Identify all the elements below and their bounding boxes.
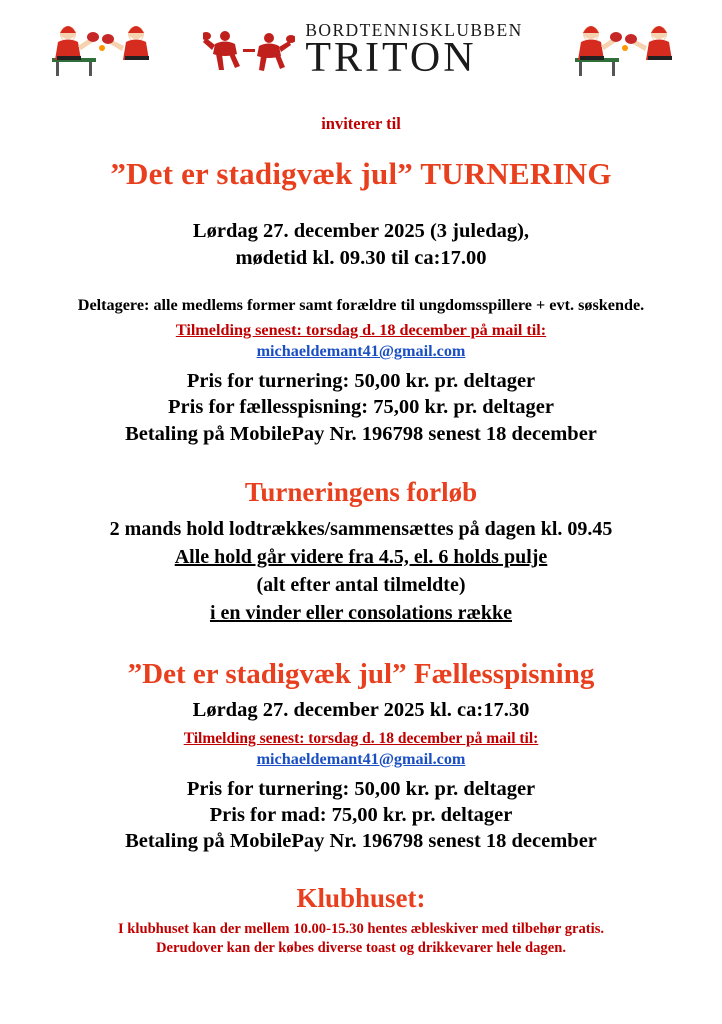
poster-content	[0, 114, 722, 959]
email-link[interactable]: michaeldemant41@gmail.com	[256, 342, 466, 361]
email-link-2[interactable]: michaeldemant41@gmail.com	[256, 749, 466, 768]
santa-playing-table-tennis-icon-right	[567, 18, 682, 80]
club-logo	[159, 22, 567, 79]
payment-info-2: Betaling på MobilePay Nr. 196798 senest 18 december	[125, 830, 597, 853]
payment-info: Betaling på MobilePay Nr. 196798 senest 18 december	[125, 422, 597, 445]
forloeb-line-2: Alle hold går videre fra 4.5, el. 6 holds pulje	[174, 545, 548, 568]
klubhuset-note-2: Derudover kan der købes diverse toast og drikkevarer hele dagen.	[156, 940, 566, 957]
klubhuset-note-1: I klubhuset kan der mellem 10.00-15.30 hentes æbleskiver med tilbehør gratis.	[117, 920, 605, 937]
price-food: Pris for mad: 75,00 kr. pr. deltager	[209, 804, 513, 827]
price-dinner: Pris for fællesspisning: 75,00 kr. pr. deltager	[168, 396, 554, 419]
dinner-date-line: Lørdag 27. december 2025 kl. ca:17.30	[192, 698, 530, 721]
invitation-label: inviterer til	[321, 114, 401, 133]
price-tournament-2: Pris for turnering: 50,00 kr. pr. deltager	[186, 777, 536, 800]
section-heading-forloeb: Turneringens forløb	[244, 476, 478, 507]
section-heading-klubhuset: Klubhuset:	[296, 882, 426, 913]
forloeb-line-3: (alt efter antal tilmeldte)	[256, 573, 466, 596]
participants-text: Deltagere: alle medlems former samt forældre til ungdomsspillere + evt. søskende.	[77, 296, 645, 315]
club-name: TRITON	[305, 34, 477, 81]
forloeb-line-4: i en vinder eller consolations række	[209, 601, 513, 624]
page-title: ”Det er stadigvæk jul” TURNERING	[110, 156, 612, 191]
price-tournament: Pris for turnering: 50,00 kr. pr. deltager	[186, 370, 536, 393]
poster-header	[0, 0, 722, 92]
santa-playing-table-tennis-icon	[44, 18, 159, 80]
signup-deadline-text: Tilmelding senest: torsdag d. 18 december på mail til:	[175, 321, 547, 340]
section-heading-faellesspisning: ”Det er stadigvæk jul” Fællesspisning	[127, 657, 595, 690]
signup-deadline-text-2: Tilmelding senest: torsdag d. 18 december på mail til:	[183, 729, 539, 747]
table-tennis-players-logo-icon	[203, 27, 295, 73]
tournament-date-line-2: mødetid kl. 09.30 til ca:17.00	[235, 247, 487, 270]
club-label: BORDTENNISKLUBBEN	[305, 20, 523, 40]
forloeb-line-1: 2 mands hold lodtrækkes/sammensættes på dagen kl. 09.45	[109, 517, 613, 540]
tournament-date-line-1: Lørdag 27. december 2025 (3 juledag),	[192, 220, 530, 242]
